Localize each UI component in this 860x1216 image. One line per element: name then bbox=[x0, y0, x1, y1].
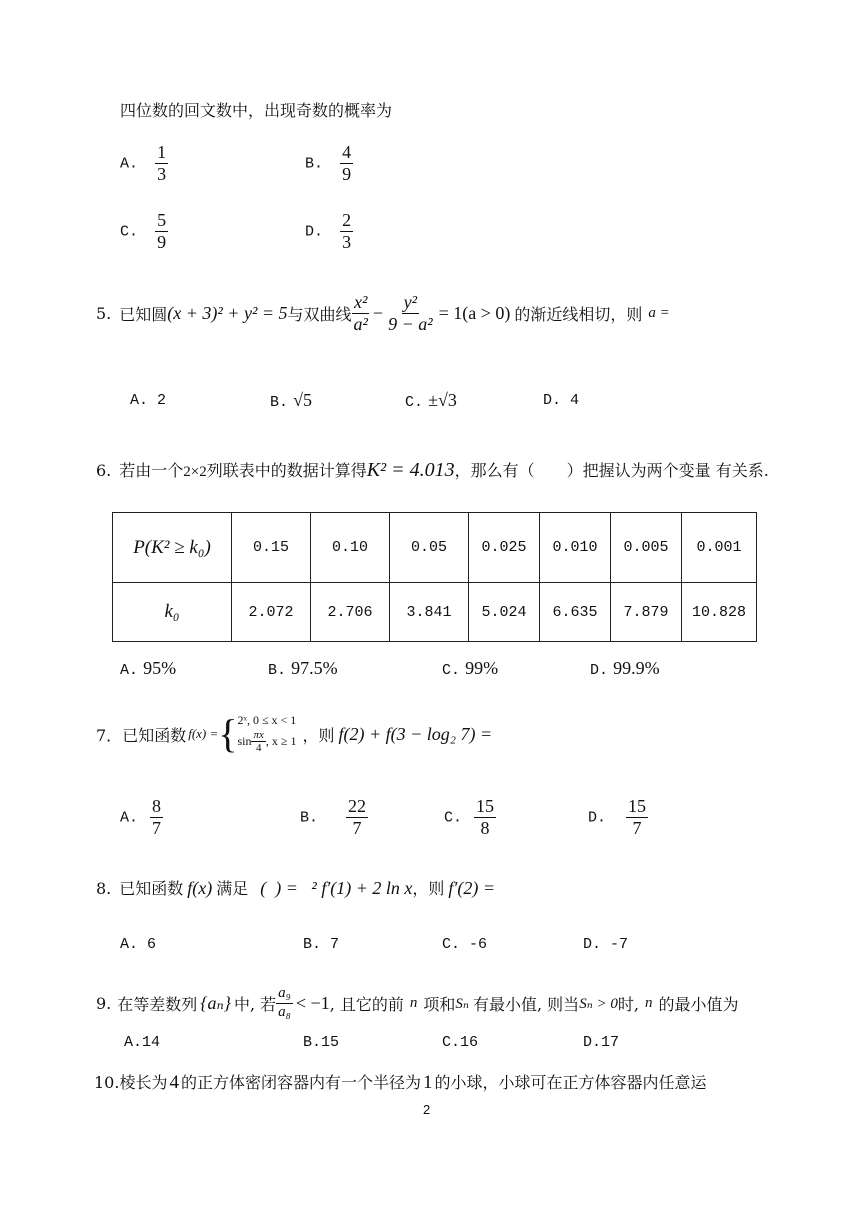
table-row bbox=[113, 513, 757, 583]
q4-option-a: A. $\frac{1}{3}$ bbox=[120, 142, 167, 184]
table-cell: 0.005 bbox=[611, 513, 682, 583]
piecewise-cases: 2ˣ, 0 ≤ x < 1 sin $\frac{\pi x}{4}$ , x ≥ 1 bbox=[237, 713, 297, 755]
question-number: 9. bbox=[96, 993, 112, 1013]
q9-option-a: A.14 bbox=[124, 1034, 161, 1051]
q8-option-c: C. -6 bbox=[442, 936, 488, 953]
question-number: 7． bbox=[96, 725, 123, 745]
q5-option-b: B. √5 bbox=[270, 390, 312, 411]
table-cell: 2.072 bbox=[232, 583, 311, 642]
q8-option-a: A. 6 bbox=[120, 936, 157, 953]
circle-equation: (x + 3)² + y² = 5 bbox=[167, 302, 288, 323]
table-cell: 7.879 bbox=[611, 583, 682, 642]
hyperbola-y-term: $\frac{\text{y²}}{\text{9 − a²}}$ bbox=[388, 292, 433, 334]
fraction: $\frac{5}{9}$ bbox=[157, 210, 167, 252]
table-cell: 0.001 bbox=[682, 513, 757, 583]
q4-option-b: B. $\frac{4}{9}$ bbox=[305, 142, 352, 184]
table-cell: 0.025 bbox=[469, 513, 540, 583]
q6-stem: 6. 若由一个 2×2 列联表中的数据计算得 K² = 4.013 ，那么有（ ）把握认为两个变量 有关系. bbox=[96, 459, 769, 481]
q7-option-c: C. $\frac{15}{8}$ bbox=[444, 796, 495, 838]
q9-stem: 9. 在等差数列 {aₙ} 中, 若 $\frac{\text{a₉}}{\text{a₈}}$ < −1 , 且它的前 n 项和 Sₙ 有最小值, 则当 Sₙ > 0 时, n 的最小值为 bbox=[96, 985, 739, 1020]
table-cell: 0.05 bbox=[390, 513, 469, 583]
page-number: 2 bbox=[423, 1102, 431, 1117]
table-cell: 10.828 bbox=[682, 583, 757, 642]
q5-option-d: D. 4 bbox=[543, 392, 580, 409]
table-cell: 2.706 bbox=[311, 583, 390, 642]
question-number: 5. bbox=[96, 303, 112, 323]
q10-stem: 10. 棱长为 4 的正方体密闭容器内有一个半径为 1 的小球，小球可在正方体容器内任意运 bbox=[94, 1072, 707, 1093]
table-cell: 0.010 bbox=[540, 513, 611, 583]
question-number: 10. bbox=[94, 1073, 120, 1092]
table-cell: 5.024 bbox=[469, 583, 540, 642]
piecewise-brace: { bbox=[218, 711, 238, 756]
critical-value-table bbox=[112, 512, 757, 642]
q8-stem: 8. 已知函数 f(x) 满足 ( ) = ² f′(1) + 2 ln x ，则 f′(2) = bbox=[96, 878, 495, 898]
fraction: $\frac{2}{3}$ bbox=[342, 210, 352, 252]
q8-option-d: D. -7 bbox=[583, 936, 629, 953]
q7-option-d: D. $\frac{15}{7}$ bbox=[588, 796, 647, 838]
q8-option-b: B. 7 bbox=[303, 936, 340, 953]
q5-option-a: A. 2 bbox=[130, 392, 167, 409]
q5-stem: 5. 已知圆 (x + 3)² + y² = 5 与双曲线 $\frac{\text{x²}}{\text{a²}}$ − $\frac{\text{y²}}{\text{9 − a²}}$ = 1(a > 0) 的渐近线相切，则 a = bbox=[96, 292, 670, 334]
table-header-k: k₀ bbox=[113, 583, 232, 642]
question-number: 6. bbox=[96, 461, 112, 480]
q5-option-c: C. ±√3 bbox=[405, 390, 457, 411]
q6-option-a: A. 95% bbox=[120, 658, 177, 679]
q9-option-b: B.15 bbox=[303, 1034, 340, 1051]
table-cell: 3.841 bbox=[390, 583, 469, 642]
q6-option-b: B. 97.5% bbox=[268, 658, 338, 679]
table-cell: 0.10 bbox=[311, 513, 390, 583]
q4-option-c: C. $\frac{5}{9}$ bbox=[120, 210, 167, 252]
table-cell: 6.635 bbox=[540, 583, 611, 642]
hyperbola-x-term: $\frac{\text{x²}}{\text{a²}}$ bbox=[353, 292, 368, 334]
q6-option-d: D. 99.9% bbox=[590, 658, 660, 679]
fraction: $\frac{1}{3}$ bbox=[157, 142, 167, 184]
statistic-value: K² = 4.013 bbox=[366, 459, 455, 481]
table-cell: 0.15 bbox=[232, 513, 311, 583]
q4-text: 四位数的回文数中，出现奇数的概率为 bbox=[120, 101, 393, 120]
fraction: $\frac{4}{9}$ bbox=[342, 142, 352, 184]
q7-option-b: B. $\frac{22}{7}$ bbox=[300, 796, 367, 838]
table-header-p: P(K² ≥ k₀) bbox=[113, 513, 232, 583]
table-row bbox=[113, 583, 757, 642]
question-number: 8. bbox=[96, 879, 112, 898]
q7-option-a: A. $\frac{8}{7}$ bbox=[120, 796, 162, 838]
q9-option-c: C.16 bbox=[442, 1034, 479, 1051]
q4-option-d: D. $\frac{2}{3}$ bbox=[305, 210, 352, 252]
q7-stem: 7． 已知函数 f(x) = { 2ˣ, 0 ≤ x < 1 sin $\frac{\pi x}{4}$ , x ≥ 1 ，则 f(2) + f(3 − log₂ 7) = bbox=[96, 711, 493, 756]
q6-option-c: C. 99% bbox=[442, 658, 499, 679]
q9-option-d: D.17 bbox=[583, 1034, 620, 1051]
